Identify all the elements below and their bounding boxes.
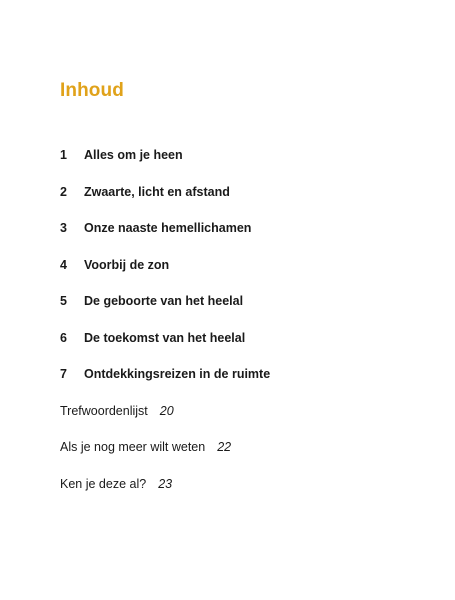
toc-extra-further-reading	[60, 429, 270, 466]
chapter-title: Ontdekkingsreizen in de ruimte	[84, 367, 271, 382]
chapter-title: De geboorte van het heelal	[84, 294, 244, 309]
chapter-title: Onze naaste hemellichamen	[84, 221, 252, 236]
toc-chapter-7	[60, 356, 270, 393]
toc-extra-index	[60, 393, 270, 430]
chapter-number: 7	[60, 367, 67, 382]
chapter-number: 1	[60, 148, 67, 163]
page-number: 23	[158, 476, 173, 491]
page-number: 22	[217, 440, 232, 455]
chapter-number: 2	[60, 184, 67, 199]
chapter-number: 4	[60, 257, 67, 272]
toc-chapter-5	[60, 283, 270, 320]
chapter-title: Voorbij de zon	[84, 257, 170, 272]
toc-extra-quiz	[60, 466, 270, 503]
toc-chapter-6	[60, 320, 270, 357]
chapter-title: Zwaarte, licht en afstand	[84, 184, 230, 199]
toc-chapter-1	[60, 137, 270, 174]
page-title: Inhoud	[60, 80, 124, 101]
toc-chapter-3	[60, 210, 270, 247]
toc-chapter-2	[60, 174, 270, 211]
chapter-title: De toekomst van het heelal	[84, 330, 246, 345]
chapter-number: 3	[60, 221, 67, 236]
chapter-number: 6	[60, 330, 67, 345]
extra-title: Als je nog meer wilt weten	[60, 440, 206, 455]
toc-chapter-4	[60, 247, 270, 284]
extra-title: Ken je deze al?	[60, 476, 147, 491]
chapter-title: Alles om je heen	[84, 148, 183, 163]
page-number: 20	[159, 403, 174, 418]
chapter-number: 5	[60, 294, 67, 309]
table-of-contents	[60, 137, 270, 502]
extra-title: Trefwoordenlijst	[60, 403, 148, 418]
